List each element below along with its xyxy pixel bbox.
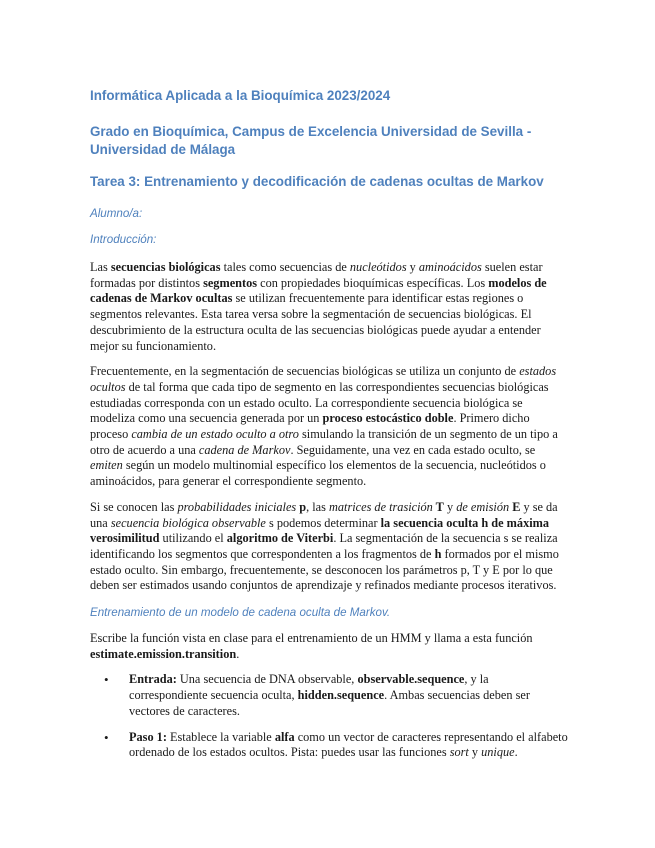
bullet-icon: •: [104, 672, 109, 688]
intro-paragraph-2: Frecuentemente, en la segmentación de secuencias biológicas se utiliza un conjunto de estados ocultos de tal forma que cada tipo de segmento en las correspondientes secuencias biológicas estudiadas corresponda con un estado oculto. La correspondiente secuencia biológica se modeliza como una secuencia generada por un proceso estocástico doble. Primero dicho proceso cambia de un estado oculto a otro simulando la transición de un segmento de un tipo a otro de acuerdo a una cadena de Markov. Seguidamente, una vez en cada estado oculto, se emiten según un modelo multinomial específico los elementos de la secuencia, nucleótidos o aminoácidos, para generar el correspondiente segmento.: [90, 364, 558, 489]
training-heading: Entrenamiento de un modelo de cadena oculta de Markov.: [90, 606, 391, 620]
list-item-step-1: • Paso 1: Establece la variable alfa como un vector de caracteres representando el alfabeto ordenado de los estados ocultos. Pista: puedes usar las funciones sort y unique.: [104, 729, 568, 760]
intro-heading: Introducción:: [90, 233, 157, 246]
document-page: [90, 78, 568, 761]
steps-list: [90, 672, 568, 761]
intro-paragraph-1: Las secuencias biológicas tales como secuencias de nucleótidos y aminoácidos suelen estar formadas por distintos segmentos con propiedades bioquímicas específicas. Los modelos de cadenas de Markov ocultas se utilizan frecuentemente para identificar estas regiones o segmentos relevantes. Esta tarea versa sobre la segmentación de secuencias biológicas. El descubrimiento de la estructura oculta de las secuencias biológicas puede ayudar a entender mejor su funcionamiento.: [90, 260, 547, 353]
degree-title: Grado en Bioquímica, Campus de Excelencia Universidad de Sevilla - Universidad de Málaga: [90, 124, 532, 157]
list-item-input: • Entrada: Una secuencia de DNA observable, observable.sequence, y la correspondiente secuencia oculta, hidden.sequence. Ambas secuencias deben ser vectores de caracteres.: [104, 672, 530, 718]
training-paragraph: Escribe la función vista en clase para el entrenamiento de un HMM y llama a esta función estimate.emission.transition.: [90, 631, 533, 661]
bullet-icon: •: [104, 729, 109, 745]
task-title: Tarea 3: Entrenamiento y decodificación de cadenas ocultas de Markov: [90, 174, 544, 189]
course-title: Informática Aplicada a la Bioquímica 2023/2024: [90, 88, 391, 103]
intro-paragraph-3: Si se conocen las probabilidades iniciales p, las matrices de trasición T y de emisión E y se da una secuencia biológica observable s podemos determinar la secuencia oculta h de máxima verosimilitud utilizando el algoritmo de Viterbi. La segmentación de la secuencia s se realiza identificando los segmentos que correspondenten a los fragmentos de h formados por el mismo estado oculto. Sin embargo, frecuentemente, se desconocen los parámetros p, T y E por lo que deben ser estimados usando conjuntos de aprendizaje y refinados mediante procesos iterativos.: [90, 499, 559, 593]
student-label: Alumno/a:: [90, 207, 143, 220]
